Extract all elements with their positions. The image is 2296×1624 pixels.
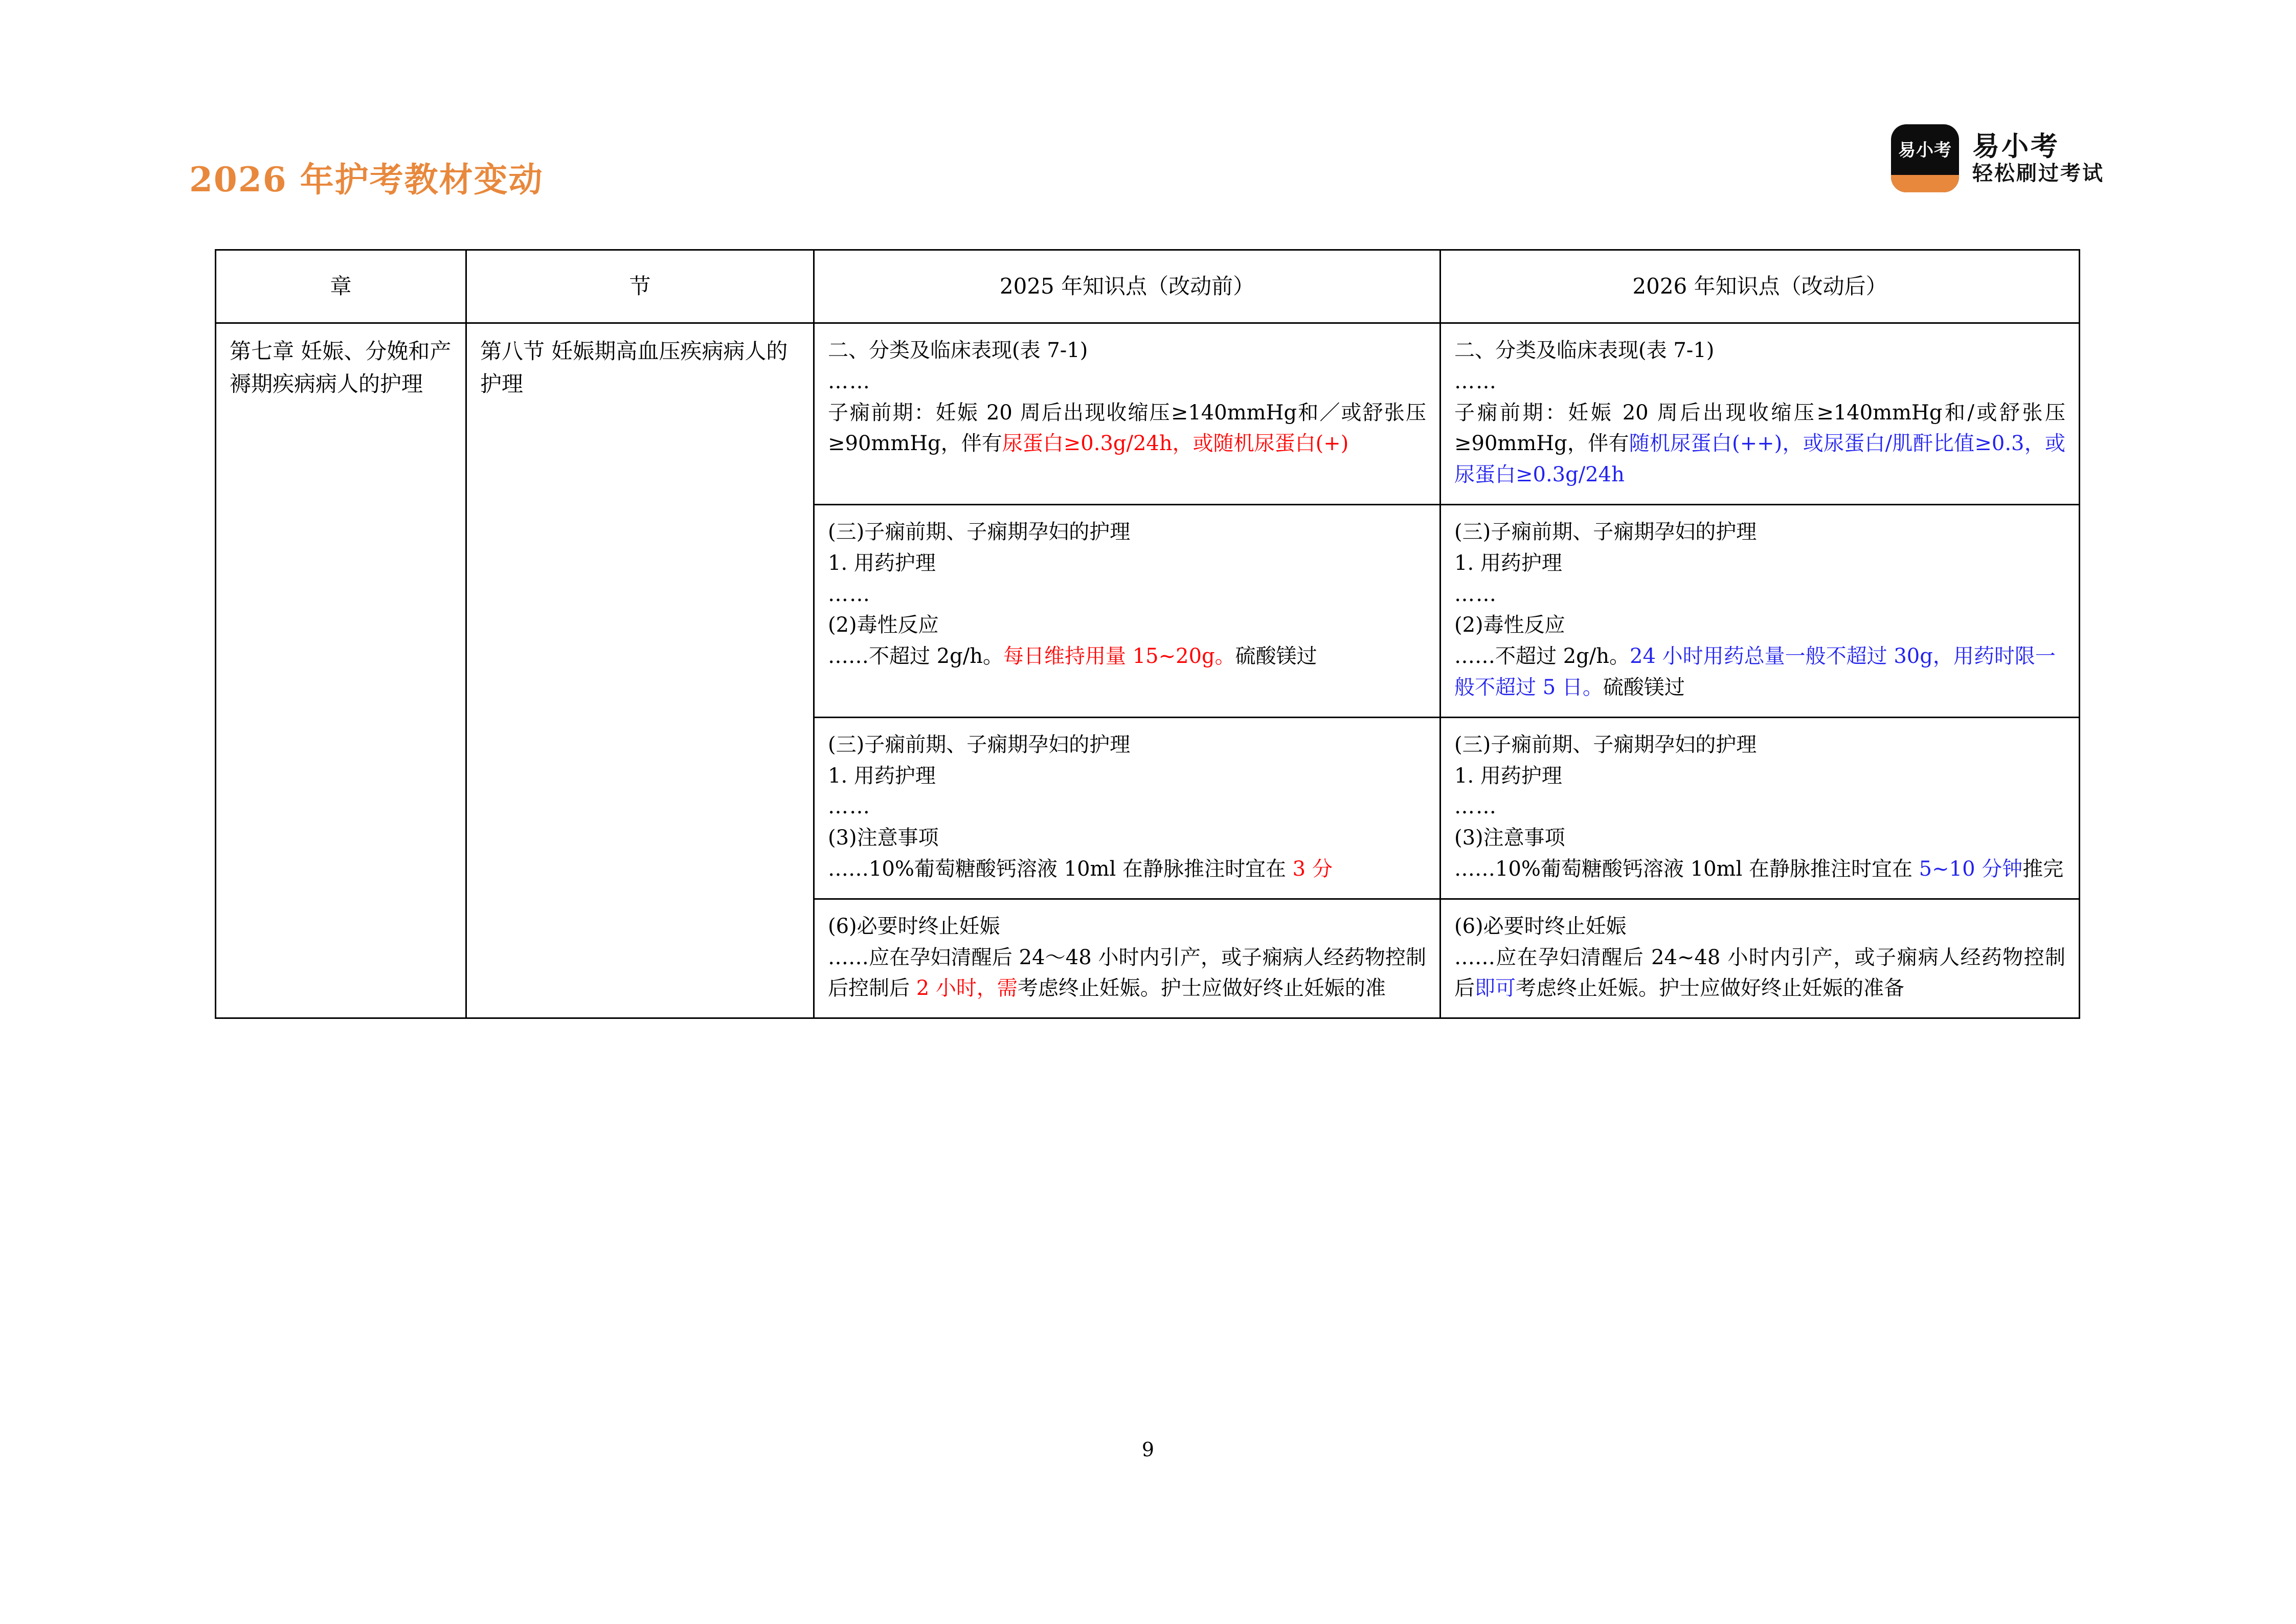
before-2-subheading: (2)毒性反应 (828, 613, 939, 637)
cell-before-4 (814, 899, 1440, 1018)
before-1-ellipsis: …… (828, 369, 871, 393)
brand-text-block (1972, 133, 2104, 184)
before-2-text-red: 每日维持用量 15~20g。 (1003, 644, 1235, 669)
page-header (0, 0, 2296, 240)
after-3-text-black-b: 推完 (2022, 857, 2064, 881)
before-3-body (828, 854, 1426, 885)
after-2-text-black-a: ……不超过 2g/h。 (1454, 644, 1630, 669)
after-2-line2: 1. 用药护理 (1454, 551, 1562, 575)
after-2-subheading: (2)毒性反应 (1454, 613, 1565, 637)
after-3-line2: 1. 用药护理 (1454, 764, 1562, 788)
before-1-text-red: 尿蛋白≥0.3g/24h，或随机尿蛋白(+) (1002, 432, 1349, 456)
before-2-ellipsis: …… (828, 582, 871, 606)
column-header-after: 2026 年知识点（改动后） (1440, 250, 2080, 323)
after-1-text-blue: 随机尿蛋白(++)，或尿蛋白/肌酐比值≥0.3，或尿蛋白≥0.3g/24h (1454, 432, 2065, 487)
after-3-ellipsis: …… (1454, 795, 1497, 819)
before-1-text-black: 子痫前期：妊娠 20 周后出现收缩压≥140mmHg和／或舒张压≥90mmHg，伴有 (828, 401, 1426, 456)
changes-table-wrapper (215, 249, 2079, 1019)
cell-before-3 (814, 717, 1440, 899)
cell-after-4 (1440, 899, 2080, 1018)
before-4-text-black-b: 考虑终止妊娠。护士应做好终止妊娠的准 (1017, 976, 1386, 1000)
after-1-body (1454, 397, 2065, 491)
before-4-body (828, 942, 1426, 1005)
after-2-text-blue: 24 小时用药总量一般不超过 30g，用药时限一般不超过 5 日。 (1454, 644, 2056, 699)
after-3-body (1454, 854, 2065, 885)
before-3-text-red: 3 分 (1292, 857, 1333, 881)
column-header-before: 2025 年知识点（改动前） (814, 250, 1440, 323)
after-3-text-black-a: ……10%葡萄糖酸钙溶液 10ml 在静脉推注时宜在 (1454, 857, 1919, 881)
after-3-text-blue: 5~10 分钟 (1919, 857, 2023, 881)
before-2-line2: 1. 用药护理 (828, 551, 936, 575)
after-4-text-black-a: ……应在孕妇清醒后 24~48 小时内引产，或子痫病人经药物控制后 (1454, 945, 2065, 1000)
column-header-chapter: 章 (216, 250, 466, 323)
before-3-line2: 1. 用药护理 (828, 764, 936, 788)
after-1-heading: 二、分类及临床表现(表 7-1) (1454, 339, 1715, 362)
table-row (216, 323, 2080, 505)
app-icon-label: 易小考 (1898, 140, 1952, 161)
cell-after-3 (1440, 717, 2080, 899)
after-2-ellipsis: …… (1454, 582, 1497, 606)
app-icon (1891, 124, 1959, 192)
after-2-body (1454, 641, 2065, 703)
changes-table (215, 249, 2080, 1019)
before-2-heading: (三)子痫前期、子痫期孕妇的护理 (828, 520, 1131, 544)
brand-tagline: 轻松刷过考试 (1972, 162, 2104, 185)
after-4-heading: (6)必要时终止妊娠 (1454, 914, 1627, 938)
cell-after-1 (1440, 323, 2080, 505)
after-1-text-black: 子痫前期：妊娠 20 周后出现收缩压≥140mmHg和/或舒张压≥90mmHg，伴有 (1454, 401, 2065, 456)
cell-before-2 (814, 504, 1440, 717)
before-3-text-black: ……10%葡萄糖酸钙溶液 10ml 在静脉推注时宜在 (828, 857, 1293, 881)
cell-after-2 (1440, 504, 2080, 717)
before-3-heading: (三)子痫前期、子痫期孕妇的护理 (828, 732, 1131, 757)
app-icon-accent-bar (1891, 175, 1959, 192)
brand-name: 易小考 (1972, 131, 2060, 162)
after-3-heading: (三)子痫前期、子痫期孕妇的护理 (1454, 732, 1757, 757)
before-4-text-red: 2 小时，需 (916, 976, 1018, 1000)
before-1-body (828, 397, 1426, 460)
before-2-text-black-a: ……不超过 2g/h。 (828, 644, 1004, 669)
after-4-text-black-b: 考虑终止妊娠。护士应做好终止妊娠的准备 (1516, 976, 1904, 1000)
before-2-body (828, 641, 1426, 672)
after-2-heading: (三)子痫前期、子痫期孕妇的护理 (1454, 520, 1757, 544)
after-1-ellipsis: …… (1454, 369, 1497, 393)
page-title: 2026 年护考教材变动 (189, 160, 544, 199)
before-4-text-black-a: ……应在孕妇清醒后 24～48 小时内引产，或子痫病人经药物控制后控制后 (828, 945, 1426, 1000)
after-4-text-blue: 即可 (1475, 976, 1516, 1000)
before-2-text-black-b: 硫酸镁过 (1235, 644, 1317, 669)
table-header-row (216, 250, 2080, 323)
cell-before-1 (814, 323, 1440, 505)
before-1-heading: 二、分类及临床表现(表 7-1) (828, 339, 1088, 362)
after-2-text-black-b: 硫酸镁过 (1603, 675, 1685, 699)
brand-logo (1891, 124, 2104, 192)
section-cell: 第八节 妊娠期高血压疾病病人的护理 (466, 323, 814, 1018)
before-3-subheading: (3)注意事项 (828, 826, 939, 850)
before-3-ellipsis: …… (828, 795, 871, 819)
column-header-section: 节 (466, 250, 814, 323)
page-number: 9 (1141, 1438, 1155, 1461)
after-4-body (1454, 942, 2065, 1005)
before-4-heading: (6)必要时终止妊娠 (828, 914, 1000, 938)
after-3-subheading: (3)注意事项 (1454, 826, 1565, 850)
chapter-cell: 第七章 妊娠、分娩和产褥期疾病病人的护理 (216, 323, 466, 1018)
